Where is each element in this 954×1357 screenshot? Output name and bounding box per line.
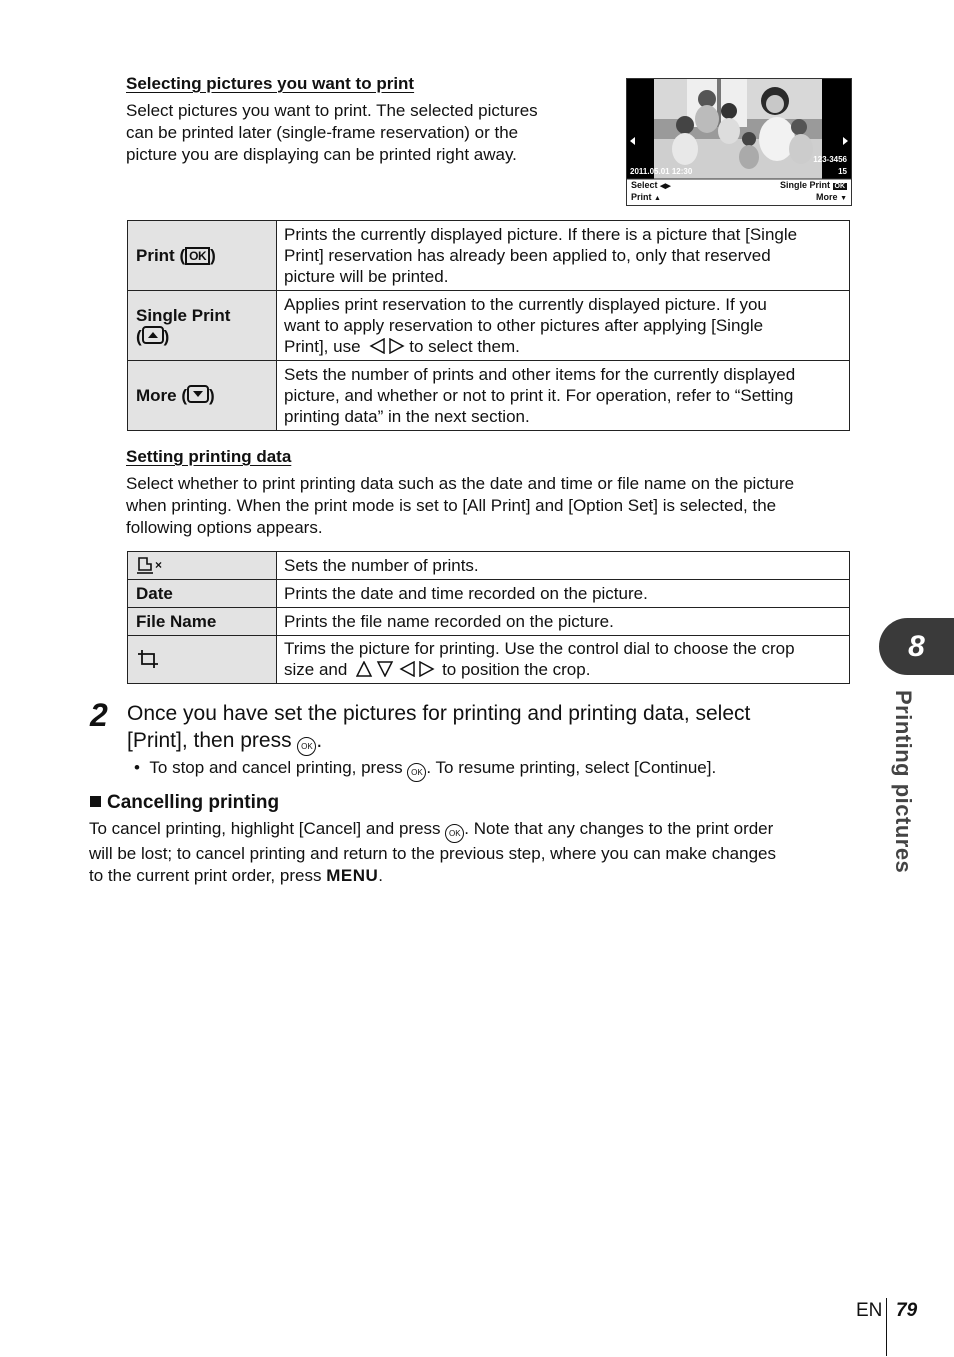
cancelling-heading: Cancelling printing bbox=[90, 792, 279, 814]
step-2-instruction: Once you have set the pictures for printing and printing data, select [Print], then press OK . bbox=[127, 700, 750, 756]
camera-select-label: Select ◀▶ bbox=[631, 180, 671, 190]
table-key: More ( ) bbox=[128, 361, 277, 431]
ok-button-icon: OK bbox=[185, 247, 210, 265]
text-line: following options appears. bbox=[126, 518, 323, 537]
ok-badge: OK bbox=[834, 183, 845, 190]
table-row bbox=[128, 608, 850, 636]
left-right-arrows-icon bbox=[369, 338, 405, 354]
camera-print-label: Print ▲ bbox=[631, 192, 661, 202]
table-row bbox=[128, 552, 850, 580]
table-row bbox=[128, 221, 850, 291]
camera-single-print-label: Single Print OK bbox=[779, 180, 845, 190]
table-row bbox=[128, 636, 850, 684]
crop-icon bbox=[136, 648, 162, 670]
text-line: when printing. When the print mode is set to [All Print] and [Option Set] is selected, the bbox=[126, 496, 777, 515]
down-arrow-button-icon bbox=[187, 385, 209, 403]
chapter-number-tab: 8 bbox=[879, 618, 954, 675]
cancelling-description: To cancel printing, highlight [Cancel] and press OK . Note that any changes to the print order will be lost; to cancel printing and return to the previous step, where you can make changes to the current print order, press MENU. bbox=[89, 819, 776, 885]
camera-file-number: 123-3456 bbox=[813, 155, 847, 164]
ok-button-icon: OK bbox=[407, 763, 426, 782]
square-bullet-icon bbox=[90, 796, 101, 807]
ok-button-icon: OK bbox=[445, 824, 464, 843]
footer-language: EN bbox=[856, 1300, 883, 1321]
camera-count: 15 bbox=[838, 167, 847, 176]
bullet-icon: • bbox=[134, 758, 140, 777]
table-value: Sets the number of prints and other items for the currently displayed picture, and whether or not to print it. For operation, refer to “Setting printing data” in the next section. bbox=[277, 361, 850, 431]
table-value: Trims the picture for printing. Use the control dial to choose the crop size and to position the crop. bbox=[277, 636, 850, 684]
page-number: 79 bbox=[896, 1300, 918, 1321]
table-row bbox=[128, 580, 850, 608]
text-line: Select whether to print printing data such as the date and time or file name on the picture bbox=[126, 474, 795, 493]
table-value: Sets the number of prints. bbox=[277, 552, 850, 580]
section-title-selecting: Selecting pictures you want to print bbox=[126, 74, 415, 93]
table-value: Applies print reservation to the currently displayed picture. If you want to apply reservation to other pictures after applying [Single Print], use to select them. bbox=[277, 291, 850, 361]
selecting-description bbox=[126, 100, 538, 166]
text-line: picture you are displaying can be printed right away. bbox=[126, 145, 517, 164]
text-line: Select pictures you want to print. The selected pictures bbox=[126, 101, 538, 120]
table-key bbox=[128, 552, 277, 580]
footer-divider bbox=[886, 1298, 887, 1356]
table-value: Prints the date and time recorded on the picture. bbox=[277, 580, 850, 608]
svg-text:×: × bbox=[155, 558, 163, 572]
table-key: Date bbox=[128, 580, 277, 608]
section-title-printing-data: Setting printing data bbox=[126, 447, 292, 466]
printing-data-description bbox=[126, 473, 794, 539]
menu-button-label: MENU bbox=[326, 866, 379, 885]
table-key: Single Print ( ) bbox=[128, 291, 277, 361]
down-arrow-icon: ▼ bbox=[840, 195, 847, 202]
printing-data-table bbox=[127, 551, 850, 684]
chapter-side-title: Printing pictures bbox=[891, 690, 916, 874]
print-count-icon bbox=[136, 555, 168, 575]
direction-arrows-icon bbox=[356, 661, 438, 677]
table-row bbox=[128, 361, 850, 431]
ok-button-icon: OK bbox=[297, 737, 316, 756]
table-key: File Name bbox=[128, 608, 277, 636]
up-arrow-icon: ▲ bbox=[654, 195, 661, 202]
camera-screen bbox=[626, 78, 852, 206]
text-line: can be printed later (single-frame reservation) or the bbox=[126, 123, 519, 142]
table-value: Prints the currently displayed picture. If there is a picture that [Single Print] reservation has already been applied to, only that reserved picture will be printed. bbox=[277, 221, 850, 291]
step-number: 2 bbox=[90, 697, 108, 733]
left-right-arrows-icon: ◀▶ bbox=[660, 183, 671, 190]
table-row bbox=[128, 291, 850, 361]
step-2-bullet: • To stop and cancel printing, press OK . To resume printing, select [Continue]. bbox=[134, 757, 716, 782]
table-value: Prints the file name recorded on the picture. bbox=[277, 608, 850, 636]
table-key bbox=[128, 636, 277, 684]
camera-more-label: More ▼ bbox=[816, 192, 847, 202]
up-arrow-button-icon bbox=[142, 326, 164, 344]
print-options-table bbox=[127, 220, 850, 431]
table-key: Print ( OK ) bbox=[128, 221, 277, 291]
camera-datetime: 2011.05.01 12:30 bbox=[630, 167, 693, 176]
